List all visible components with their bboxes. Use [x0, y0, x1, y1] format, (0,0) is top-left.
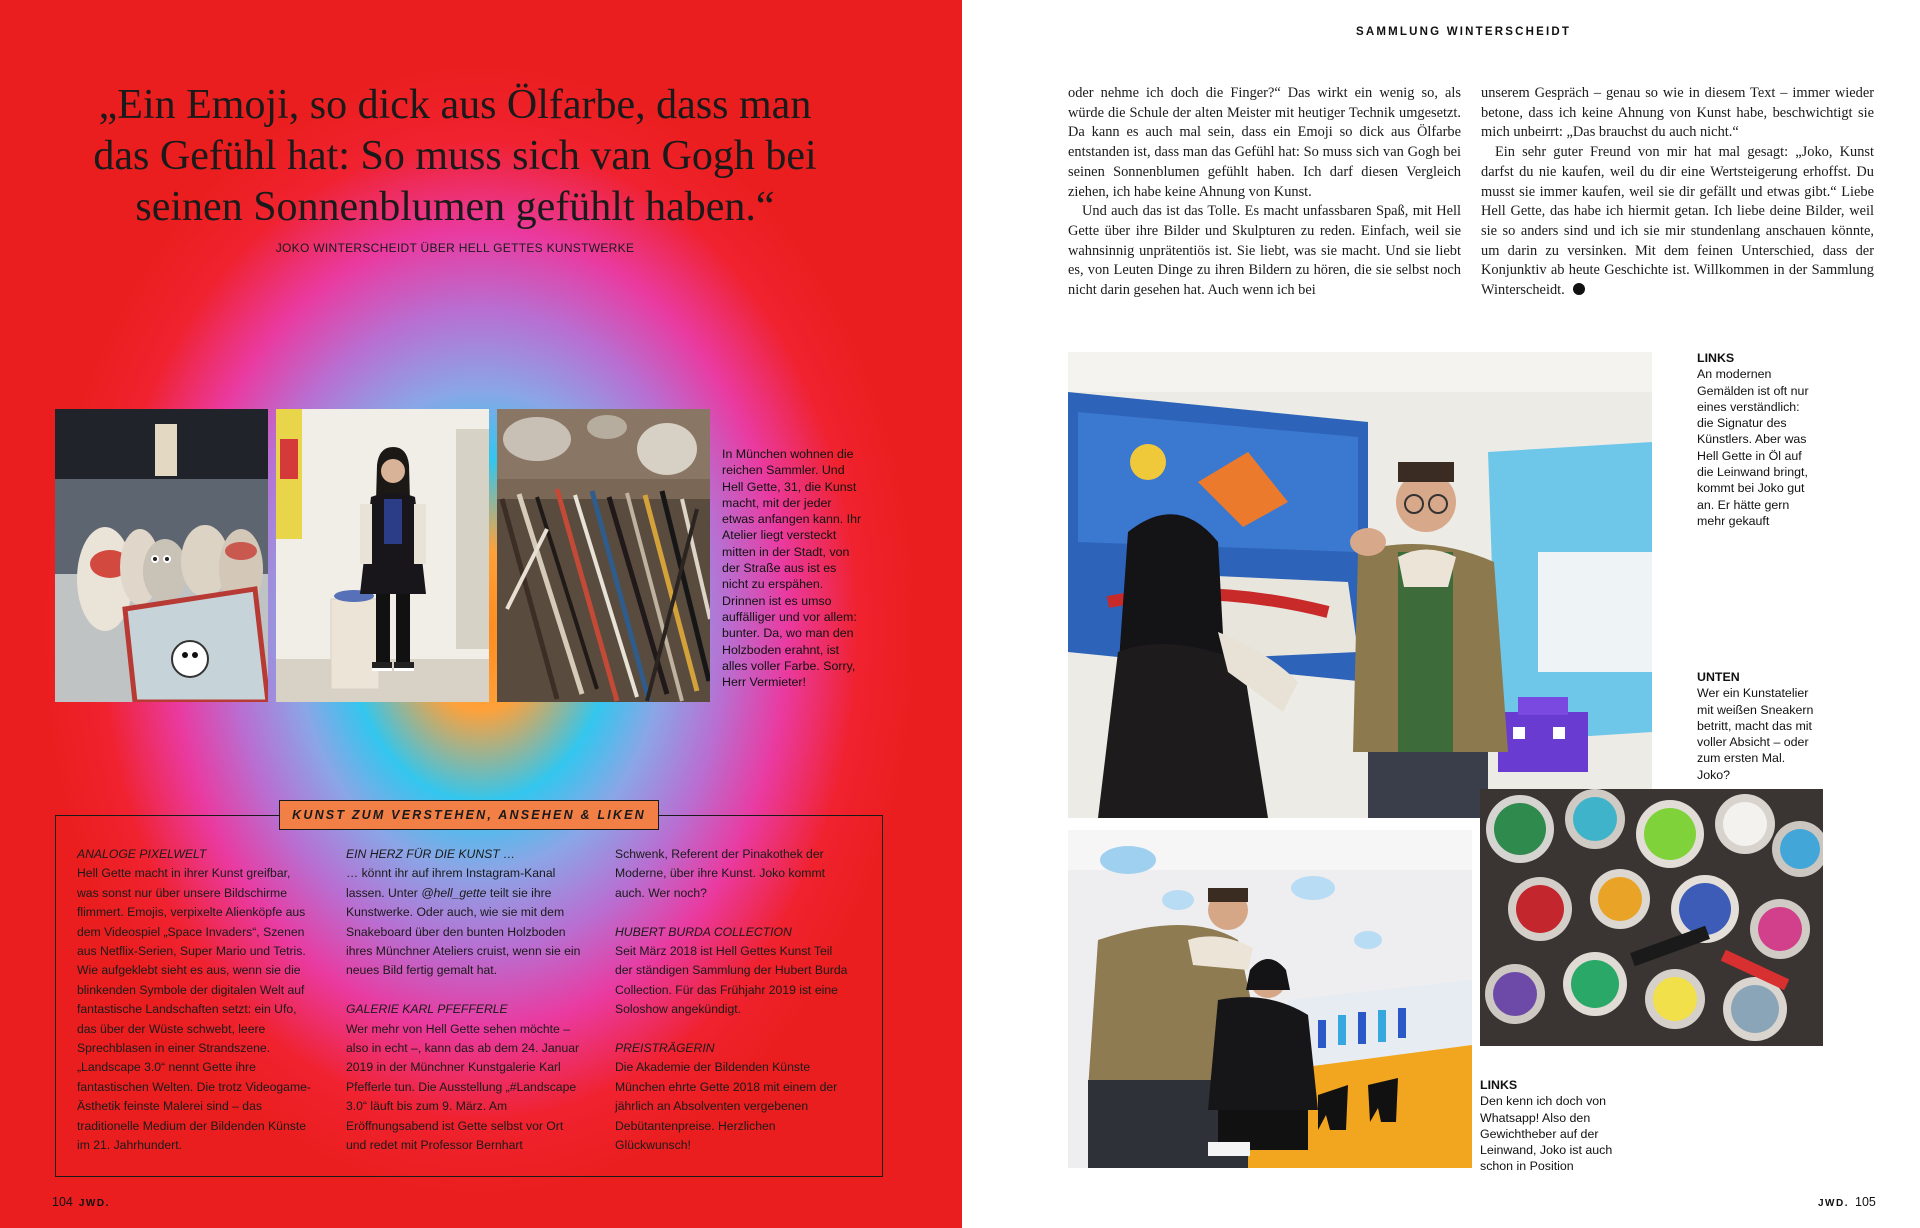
- quote-attribution: JOKO WINTERSCHEIDT ÜBER HELL GETTES KUNSTWERKE: [275, 241, 635, 255]
- end-mark-icon: [1573, 283, 1585, 295]
- caption-text: Wer ein Kunstatelier mit weißen Sneakern betritt, macht das mit voller Absicht – oder zum ersten Mal. Joko?: [1697, 686, 1814, 782]
- info-text: Hell Gette macht in ihrer Kunst greifbar, was sonst nur über unsere Bildschirme flimmert. Emojis, verpixelte Alienköpfe aus dem Videospiel „Space Invaders“, Szenen aus Netflix-Serien, Super Mario und Tetris. Wie aufgeklebt sieht es aus, wenn sie die blinkenden Symbole der digitalen Welt auf fantastische Landschaften setzt: ein Ufo, das über der Wüste schwebt, leere Sprechblasen in einer Strandszene. „Landscape 3.0“ nennt Gette ihre fantastischen Welten. Die trotz Videogame-Ästhetik feinste Malerei sind – das traditionelle Medium der Bildenden Künste im 21. Jahrhundert.: [77, 866, 311, 1153]
- photo-caption-munich: In München wohnen die reichen Sammler. Und Hell Gette, 31, die Kunst macht, mit der jeder etwas anfangen kann. Ihr Atelier liegt versteckt mitten in der Stadt, von der Straße aus ist es nicht zu erspähen. Drinnen ist es umso auffälliger und vor allem: bunter. Da, wo man den Holzboden erahnt, ist alles voller Farbe. Sorry, Herr Vermieter!: [722, 447, 862, 690]
- quote-line: seinen Sonnenblumen gefühlt haben.“: [135, 184, 775, 230]
- info-column-3: [615, 845, 851, 1175]
- info-heading: EIN HERZ FÜR DIE KUNST …: [346, 847, 516, 861]
- caption-text: Den kenn ich doch von Whatsapp! Also den Gewichtheber auf der Leinwand, Joko ist auch schon in Position: [1480, 1094, 1613, 1174]
- info-heading: HUBERT BURDA COLLECTION: [615, 924, 792, 939]
- info-text: Die Akademie der Bildenden Künste München ehrte Gette 2018 mit einem der jährlich an Absolventen vergebenen Debütantenpreise. Herzlichen Glückwunsch!: [615, 1060, 838, 1153]
- info-column-2: [346, 845, 582, 1175]
- body-paragraph: unserem Gespräch – genau so wie in diesem Text – immer wieder betone, dass ich keine Ahnung von Kunst habe, beschwichtigt sie mich unbeirrt: „Das brauchst du auch nicht.“: [1481, 85, 1874, 141]
- photo-sculptures: [55, 409, 268, 702]
- folio-left: [52, 1195, 116, 1209]
- caption-links-1: [1697, 350, 1815, 529]
- info-column-1: [77, 845, 313, 1175]
- info-text: Wer mehr von Hell Gette sehen möchte – also in echt –, kann das ab dem 24. Januar 2019 in der Münchner Kunstgalerie Karl Pfefferle tun. Die Ausstellung „#Landscape 3.0“ läuft bis zum 9. März. Am Eröffnungsabend ist Gette selbst vor Ort und redet mit Professor Bernhart: [346, 1021, 580, 1153]
- info-heading: GALERIE KARL PFEFFERLE: [346, 1002, 508, 1017]
- photo-paint-cans: [1480, 789, 1823, 1046]
- body-paragraph-text: Ein sehr guter Freund von mir hat mal gesagt: „Joko, Kunst darfst du nie kaufen, weil du dir eine Wertsteigerung erhoffst. Du musst sie immer kaufen, weil sie dir gefällt und etwas gibt.“ Liebe Hell Gette, das habe ich hiermit getan. Ich liebe deine Bilder, weil sie so anders sind und ich sie mir stundenlang anschauen könnte, um darin zu versinken. Mit dem feinen Unterschied, dass der Konjunktiv ab heute Geschichte ist. Willkommen in der Sammlung Winterscheidt.: [1481, 144, 1874, 299]
- info-text-part: teilt sie ihre Kunstwerke. Oder auch, wie sie mit dem Snakeboard über den bunten Holzboden ihres Münchner Ateliers cruist, wenn sie ein neues Bild fertig gemalt hat.: [346, 885, 581, 978]
- quote-line: das Gefühl hat: So muss sich van Gogh bei: [93, 133, 817, 179]
- caption-label: LINKS: [1697, 351, 1735, 365]
- instagram-handle: @hell_gette: [421, 885, 487, 900]
- caption-links-2: [1480, 1077, 1620, 1175]
- running-head: SAMMLUNG WINTERSCHEIDT: [1356, 26, 1572, 38]
- caption-label: LINKS: [1480, 1078, 1518, 1092]
- photo-artist-portrait: [276, 409, 489, 702]
- quote-line: „Ein Emoji, so dick aus Ölfarbe, dass man: [98, 82, 812, 128]
- caption-unten: [1697, 669, 1815, 783]
- folio-right: [1812, 1195, 1876, 1209]
- photo-joko-with-artist: [1068, 352, 1652, 818]
- info-heading: PREISTRÄGERIN: [615, 1041, 715, 1056]
- body-column-2: [1481, 84, 1874, 301]
- info-text: Schwenk, Referent der Pinakothek der Moderne, über ihre Kunst. Joko kommt auch. Wer noch?: [615, 847, 825, 900]
- body-paragraph: oder nehme ich doch die Finger?“ Das wirkt ein wenig so, als würde die Schule der alten Meister mit heutiger Technik umgesetzt. Da kann es auch mal sein, dass ein Emoji so dick aus Ölfarbe entstanden ist, dass man das Gefühl hat: So muss sich van Gogh bei seinen Sonnenblumen gefühlt haben. Ich darf diesen Vergleich ziehen, ich habe keine Ahnung von Kunst.: [1068, 85, 1461, 200]
- info-box-title: KUNST ZUM VERSTEHEN, ANSEHEN & LIKEN: [279, 800, 659, 830]
- info-text: Seit März 2018 ist Hell Gettes Kunst Teil der ständigen Sammlung der Hubert Burda Collection. Für das Frühjahr 2019 ist eine Soloshow angekündigt.: [615, 944, 848, 1017]
- photo-painting-together: [1068, 830, 1472, 1168]
- pull-quote: [60, 80, 850, 233]
- brand-name: JWD.: [78, 1198, 110, 1209]
- body-paragraph: Und auch das ist das Tolle. Es macht unfassbaren Spaß, mit Hell Gette über ihre Bilder und Skulpturen zu reden. Einfach, weil sie wahnsinnig unprätentiös ist. Sie liebt, was sie macht. Und sie liebt es, von Leuten Dinge zu ihren Bildern zu hören, die sie selbst noch nicht darin gesehen hat. Auch wenn ich bei: [1068, 203, 1461, 299]
- info-text: [346, 864, 582, 980]
- page-number: 104: [52, 1195, 73, 1209]
- photo-paint-brushes: [497, 409, 710, 702]
- info-text-part: … könnt ihr auf ihrem Instagram-Kanal lassen. Unter: [346, 866, 556, 900]
- info-heading: ANALOGE PIXELWELT: [77, 847, 207, 861]
- brand-name: JWD.: [1818, 1198, 1849, 1209]
- caption-label: UNTEN: [1697, 670, 1740, 684]
- page-number: 105: [1855, 1195, 1876, 1209]
- body-paragraph: [1481, 143, 1874, 301]
- caption-text: An modernen Gemälden ist oft nur eines verständlich: die Signatur des Künstlers. Aber was Hell Gette in Öl auf die Leinwand bringt, kommt bei Joko gut an. Er hätte gern mehr gekauft: [1697, 367, 1809, 528]
- body-column-1: [1068, 84, 1461, 301]
